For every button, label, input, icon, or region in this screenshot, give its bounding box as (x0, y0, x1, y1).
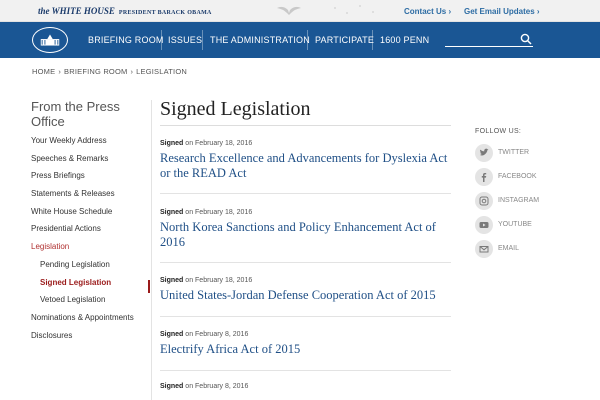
nav-separator (202, 30, 203, 50)
page-title: Signed Legislation (160, 98, 311, 120)
site-brand[interactable] (38, 6, 212, 16)
sidebar-nav (31, 136, 151, 348)
sidebar-item-nominations[interactable]: Nominations & Appointments (31, 312, 134, 322)
youtube-icon (475, 216, 493, 234)
breadcrumb-separator: › (130, 67, 134, 76)
breadcrumb (32, 67, 187, 76)
sidebar-item-signed-legislation[interactable]: Signed Legislation (40, 277, 112, 287)
list-item (160, 140, 451, 181)
facebook-icon (475, 168, 493, 186)
entry-status: Signed (160, 383, 184, 390)
email-icon (475, 240, 493, 258)
entry-meta (160, 140, 451, 147)
breadcrumb-briefing-room[interactable]: BRIEFING ROOM (64, 67, 128, 76)
white-house-logo-icon[interactable] (32, 27, 68, 53)
list-item (160, 383, 451, 394)
entry-meta (160, 383, 451, 390)
entry-meta (160, 209, 451, 216)
list-item (160, 331, 451, 357)
twitter-icon (475, 144, 493, 162)
list-item (160, 209, 451, 250)
top-strip (0, 0, 600, 22)
sidebar-item-presidential-actions[interactable]: Presidential Actions (31, 224, 101, 234)
entry-title-link[interactable]: United States-Jordan Defense Cooperation Act of 2015 (160, 288, 436, 302)
list-item (160, 277, 451, 303)
entry-meta (160, 277, 451, 284)
social-instagram-link[interactable] (475, 192, 585, 210)
sidebar-item-weekly-address[interactable]: Your Weekly Address (31, 136, 107, 145)
breadcrumb-legislation: LEGISLATION (136, 67, 187, 76)
entry-title-link[interactable]: Electrify Africa Act of 2015 (160, 342, 301, 356)
entry-divider (160, 262, 451, 263)
entry-status: Signed (160, 277, 184, 284)
eagle-seal-icon (276, 4, 302, 16)
entry-date: on February 8, 2016 (185, 331, 249, 338)
entry-divider (160, 316, 451, 317)
nav-participate[interactable]: PARTICIPATE (315, 35, 375, 45)
email-updates-link[interactable]: Get Email Updates › (464, 7, 540, 16)
social-label: INSTAGRAM (498, 197, 540, 204)
sidebar-item-pending-legislation[interactable]: Pending Legislation (40, 259, 110, 269)
follow-us-label: FOLLOW US: (475, 128, 522, 135)
nav-1600-penn[interactable]: 1600 PENN (380, 35, 430, 45)
sidebar-item-speeches[interactable]: Speeches & Remarks (31, 153, 109, 163)
social-email-link[interactable] (475, 240, 585, 258)
social-twitter-link[interactable] (475, 144, 585, 162)
entry-title-link[interactable]: North Korea Sanctions and Policy Enhancement Act of 2016 (160, 220, 436, 249)
entry-divider (160, 370, 451, 371)
contact-us-link[interactable]: Contact Us › (404, 7, 452, 16)
entry-status: Signed (160, 331, 184, 338)
social-youtube-link[interactable] (475, 216, 585, 234)
social-label: YOUTUBE (498, 221, 532, 228)
sidebar-divider (151, 100, 152, 400)
entry-date: on February 18, 2016 (185, 140, 253, 147)
sidebar-item-statements[interactable]: Statements & Releases (31, 189, 115, 199)
social-label: EMAIL (498, 245, 520, 252)
social-label: FACEBOOK (498, 173, 537, 180)
active-item-indicator (148, 280, 150, 293)
social-label: TWITTER (498, 149, 530, 156)
sidebar-item-legislation[interactable]: Legislation (31, 242, 70, 252)
sidebar-item-press-briefings[interactable]: Press Briefings (31, 171, 85, 181)
breadcrumb-separator: › (58, 67, 62, 76)
nav-the-administration[interactable]: THE ADMINISTRATION (210, 35, 310, 45)
social-facebook-link[interactable] (475, 168, 585, 186)
search-icon[interactable] (520, 33, 532, 45)
main-nav (0, 22, 600, 58)
nav-separator (161, 30, 162, 50)
sidebar-item-schedule[interactable]: White House Schedule (31, 206, 113, 216)
entry-status: Signed (160, 209, 184, 216)
entry-title-link[interactable]: Research Excellence and Advancements for Dyslexia Act or the READ Act (160, 151, 448, 180)
brand-sub: PRESIDENT BARACK OBAMA (118, 10, 212, 16)
entry-divider (160, 193, 451, 194)
brand-main: the WHITE HOUSE (38, 6, 115, 16)
sidebar-item-disclosures[interactable]: Disclosures (31, 330, 73, 340)
entry-meta (160, 331, 451, 338)
sidebar-item-vetoed-legislation[interactable]: Vetoed Legislation (40, 295, 106, 305)
entry-date: on February 18, 2016 (185, 277, 253, 284)
title-divider (160, 125, 451, 126)
nav-separator (372, 30, 373, 50)
breadcrumb-home[interactable]: HOME (32, 67, 56, 76)
nav-issues[interactable]: ISSUES (168, 35, 203, 45)
entry-date: on February 18, 2016 (185, 209, 253, 216)
entry-status: Signed (160, 140, 184, 147)
nav-briefing-room[interactable]: BRIEFING ROOM (88, 35, 164, 45)
instagram-icon (475, 192, 493, 210)
nav-separator (307, 30, 308, 50)
entry-date: on February 8, 2016 (185, 383, 249, 390)
sidebar-title: From the Press Office (31, 99, 120, 129)
star-decoration-icon (315, 0, 385, 22)
